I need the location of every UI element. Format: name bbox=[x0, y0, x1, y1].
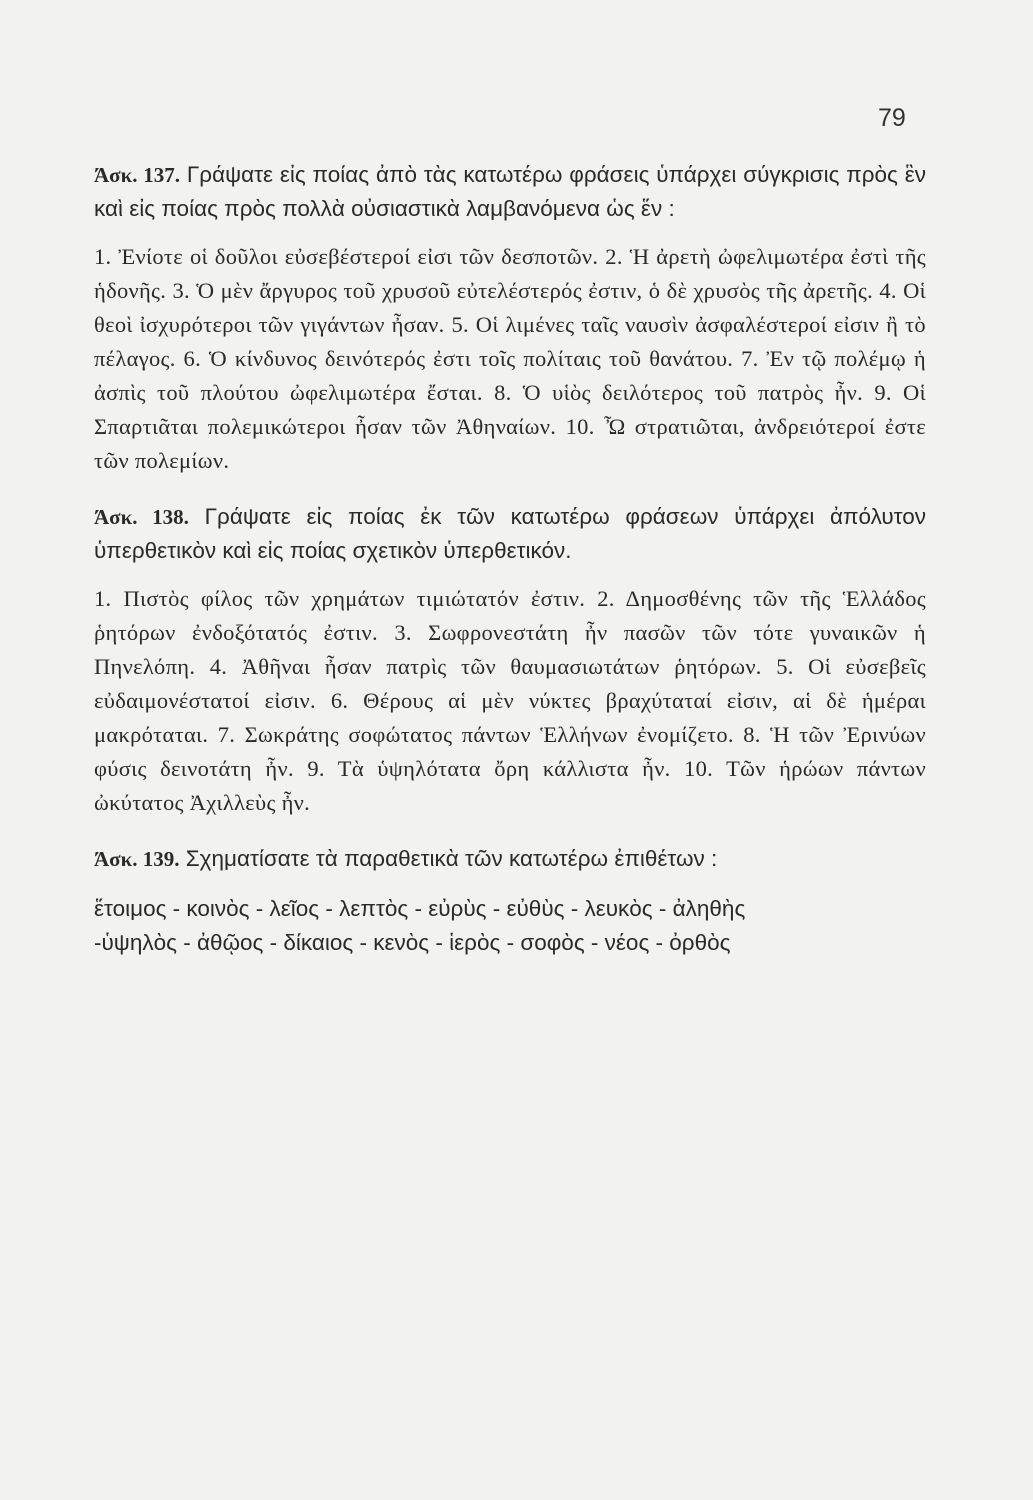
sentence: 5. Οἱ λιμένες ταῖς ναυσὶν ἀσφαλέστεροί εἰσιν ἢ τὸ πέλαγος. bbox=[94, 312, 926, 371]
sentence: 2. Ἡ ἀρετὴ ὠφελιμωτέρα ἐστὶ τῆς ἡδονῆς. bbox=[94, 244, 926, 303]
exercise-label: Άσκ. 139. bbox=[94, 847, 180, 871]
exercise-138 bbox=[94, 500, 926, 820]
sentence: 6. Ὁ κίνδυνος δεινότερός ἐστι τοῖς πολίταις τοῦ θανάτου. bbox=[183, 346, 734, 371]
exercise-heading bbox=[94, 500, 926, 568]
exercise-label: Άσκ. 138. bbox=[94, 505, 189, 529]
sentence: 5. Οἱ εὐσεβεῖς εὐδαιμονέστατοί εἰσιν. bbox=[94, 654, 926, 713]
sentence: 9. Οἱ Σπαρτιᾶται πολεμικώτεροι ἦσαν τῶν Ἀθηναίων. bbox=[94, 380, 926, 439]
exercise-sentences bbox=[94, 240, 926, 478]
sentence: 9. Τὰ ὑψηλότατα ὄρη κάλλιστα ἦν. bbox=[307, 756, 671, 781]
sentence: 10. Ὦ στρατιῶται, ἀνδρειότεροί ἐστε τῶν πολεμίων. bbox=[94, 414, 926, 473]
exercise-instruction: Γράψατε εἰς ποίας ἐκ τῶν κατωτέρω φράσεων ὑπάρχει ἀπόλυτον ὑπερθετικὸν καὶ εἰς ποίας σχετικὸν ὑπερθετικόν. bbox=[94, 504, 926, 563]
sentence: 1. Πιστὸς φίλος τῶν χρημάτων τιμιώτατόν ἐστιν. bbox=[94, 586, 586, 611]
sentence: 4. Ἀθῆναι ἦσαν πατρὶς τῶν θαυμασιωτάτων ῥητόρων. bbox=[209, 654, 762, 679]
exercise-heading bbox=[94, 842, 926, 876]
exercise-sentences bbox=[94, 582, 926, 820]
sentence: 3. Ὁ μὲν ἄργυρος τοῦ χρυσοῦ εὐτελέστερός ἐστιν, ὁ δὲ χρυσὸς τῆς ἀρετῆς. bbox=[172, 278, 874, 303]
page-content bbox=[94, 158, 926, 960]
sentence: 8. Ἡ τῶν Ἐρινύων φύσις δεινοτάτη ἦν. bbox=[94, 722, 926, 781]
exercise-instruction: Γράψατε εἰς ποίας ἀπὸ τὰς κατωτέρω φράσεις ὑπάρχει σύγκρισις πρὸς ἓν καὶ εἰς ποίας πρὸς πολλὰ οὐσιαστικὰ λαμβανόμενα ὡς ἕν : bbox=[94, 162, 926, 221]
sentence: 4. Οἱ θεοὶ ἰσχυρότεροι τῶν γιγάντων ἦσαν. bbox=[94, 278, 926, 337]
exercise-instruction: Σχηματίσατε τὰ παραθετικὰ τῶν κατωτέρω ἐπιθέτων : bbox=[185, 846, 718, 871]
sentence: 7. Σωκράτης σοφώτατος πάντων Ἑλλήνων ἐνομίζετο. bbox=[217, 722, 734, 747]
sentence: 10. Τῶν ἡρώων πάντων ὠκύτατος Ἀχιλλεὺς ἦν. bbox=[94, 756, 926, 815]
sentence: 7. Ἐν τῷ πολέμῳ ἡ ἀσπὶς τοῦ πλούτου ὠφελιμωτέρα ἔσται. bbox=[94, 346, 926, 405]
sentence: 3. Σωφρονεστάτη ἦν πασῶν τῶν τότε γυναικῶν ἡ Πηνελόπη. bbox=[94, 620, 926, 679]
sentence: 8. Ὁ υἱὸς δειλότερος τοῦ πατρὸς ἦν. bbox=[494, 380, 864, 405]
sentence: 6. Θέρους αἱ μὲν νύκτες βραχύταταί εἰσιν, αἱ δὲ ἡμέραι μακρόταται. bbox=[94, 688, 926, 747]
adjective-list bbox=[94, 892, 926, 960]
exercise-137 bbox=[94, 158, 926, 478]
exercise-label: Άσκ. 137. bbox=[94, 163, 181, 187]
exercise-139 bbox=[94, 842, 926, 960]
page-number: 79 bbox=[878, 104, 906, 132]
sentence: 2. Δημοσθένης τῶν τῆς Ἑλλάδος ῥητόρων ἐνδοξότατός ἐστιν. bbox=[94, 586, 926, 645]
adjective-line: ἕτοιμος - κοινὸς - λεῖος - λεπτὸς - εὐρὺς - εὐθὺς - λευκὸς - ἀληθὴς bbox=[94, 896, 746, 921]
sentence: 1. Ἐνίοτε οἱ δοῦλοι εὐσεβέστεροί εἰσι τῶν δεσποτῶν. bbox=[94, 244, 599, 269]
exercise-heading bbox=[94, 158, 926, 226]
adjective-line: -ὑψηλὸς - ἀθῷος - δίκαιος - κενὸς - ἱερὸς - σοφὸς - νέος - ὀρθὸς bbox=[94, 930, 731, 955]
